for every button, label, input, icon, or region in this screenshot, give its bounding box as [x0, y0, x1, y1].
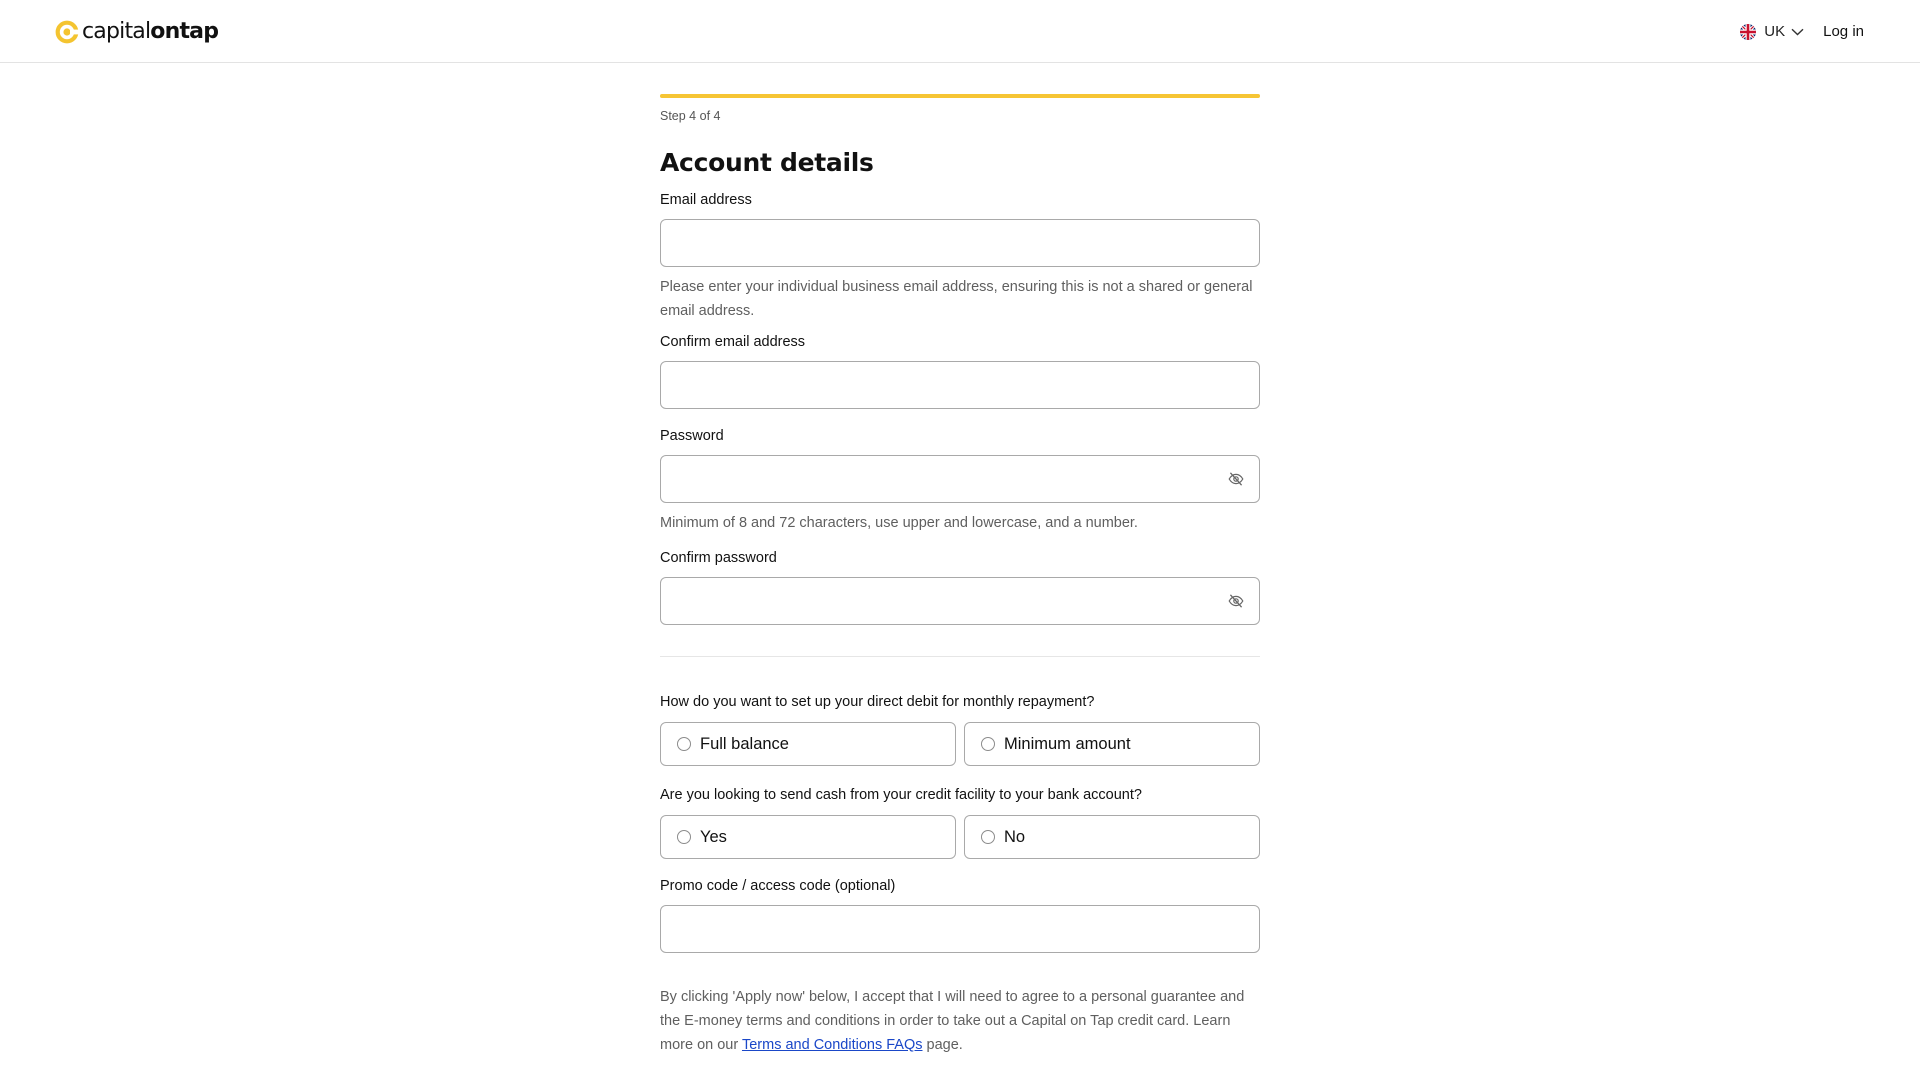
send-cash-options: [660, 815, 1260, 859]
legal-text: [660, 985, 1260, 1057]
radio-yes[interactable]: [660, 815, 956, 859]
radio-circle: [981, 830, 995, 844]
confirm-email-input[interactable]: [660, 361, 1260, 409]
radio-no[interactable]: [964, 815, 1260, 859]
confirm-password-field: [660, 577, 1260, 625]
email-hint: Please enter your individual business email address, ensuring this is not a shared or general email address.: [660, 279, 1253, 319]
password-label: Password: [660, 428, 724, 444]
step-indicator: Step 4 of 4: [660, 109, 721, 123]
progress-bar-fill: [660, 94, 1260, 98]
radio-minimum-amount[interactable]: [964, 722, 1260, 766]
send-cash-question: Are you looking to send cash from your credit facility to your bank account?: [660, 787, 1142, 803]
brand-logo[interactable]: [55, 17, 218, 47]
login-link[interactable]: Log in: [1823, 23, 1864, 40]
radio-circle: [677, 830, 691, 844]
radio-label: Yes: [700, 827, 727, 846]
confirm-password-label: Confirm password: [660, 550, 777, 566]
eye-off-icon[interactable]: [1228, 593, 1244, 609]
password-hint: Minimum of 8 and 72 characters, use upper and lowercase, and a number.: [660, 515, 1138, 531]
brand-wordmark-bold: ontap: [150, 19, 219, 44]
legal-suffix: page.: [926, 1037, 963, 1053]
radio-full-balance[interactable]: [660, 722, 956, 766]
password-input[interactable]: [660, 455, 1260, 503]
site-header: [0, 0, 1920, 63]
terms-faq-link[interactable]: Terms and Conditions FAQs: [741, 1037, 923, 1053]
radio-label: No: [1004, 827, 1026, 846]
header-actions: [1740, 0, 1864, 63]
promo-code-input[interactable]: [660, 905, 1260, 953]
section-divider: [660, 656, 1260, 657]
brand-wordmark: [82, 17, 218, 47]
direct-debit-question: How do you want to set up your direct debit for monthly repayment?: [660, 694, 1095, 710]
uk-flag-icon: [1740, 24, 1756, 40]
chevron-down-icon: [1791, 28, 1804, 36]
account-details-form: [660, 94, 1260, 1057]
email-label: Email address: [660, 192, 752, 208]
region-label: UK: [1764, 23, 1786, 40]
radio-label: Minimum amount: [1004, 734, 1131, 753]
eye-off-icon[interactable]: [1228, 471, 1244, 487]
progress-bar: [660, 94, 1260, 98]
page-title: Account details: [660, 148, 874, 177]
password-field: [660, 455, 1260, 503]
brand-wordmark-light: capital: [82, 19, 151, 44]
radio-circle: [677, 737, 691, 751]
confirm-password-input[interactable]: [660, 577, 1260, 625]
region-selector[interactable]: [1740, 23, 1804, 40]
capitalontap-logo-icon: [55, 20, 79, 44]
radio-circle: [981, 737, 995, 751]
legal-body: By clicking 'Apply now' below, I accept that I will need to agree to a personal guarantee and the E-money terms and conditions in order to take out a Capital on Tap credit card. Learn more on our: [660, 989, 1245, 1053]
confirm-email-label: Confirm email address: [660, 334, 806, 350]
direct-debit-options: [660, 722, 1260, 766]
email-input[interactable]: [660, 219, 1260, 267]
radio-label: Full balance: [700, 734, 789, 753]
promo-label: Promo code / access code (optional): [660, 878, 896, 894]
